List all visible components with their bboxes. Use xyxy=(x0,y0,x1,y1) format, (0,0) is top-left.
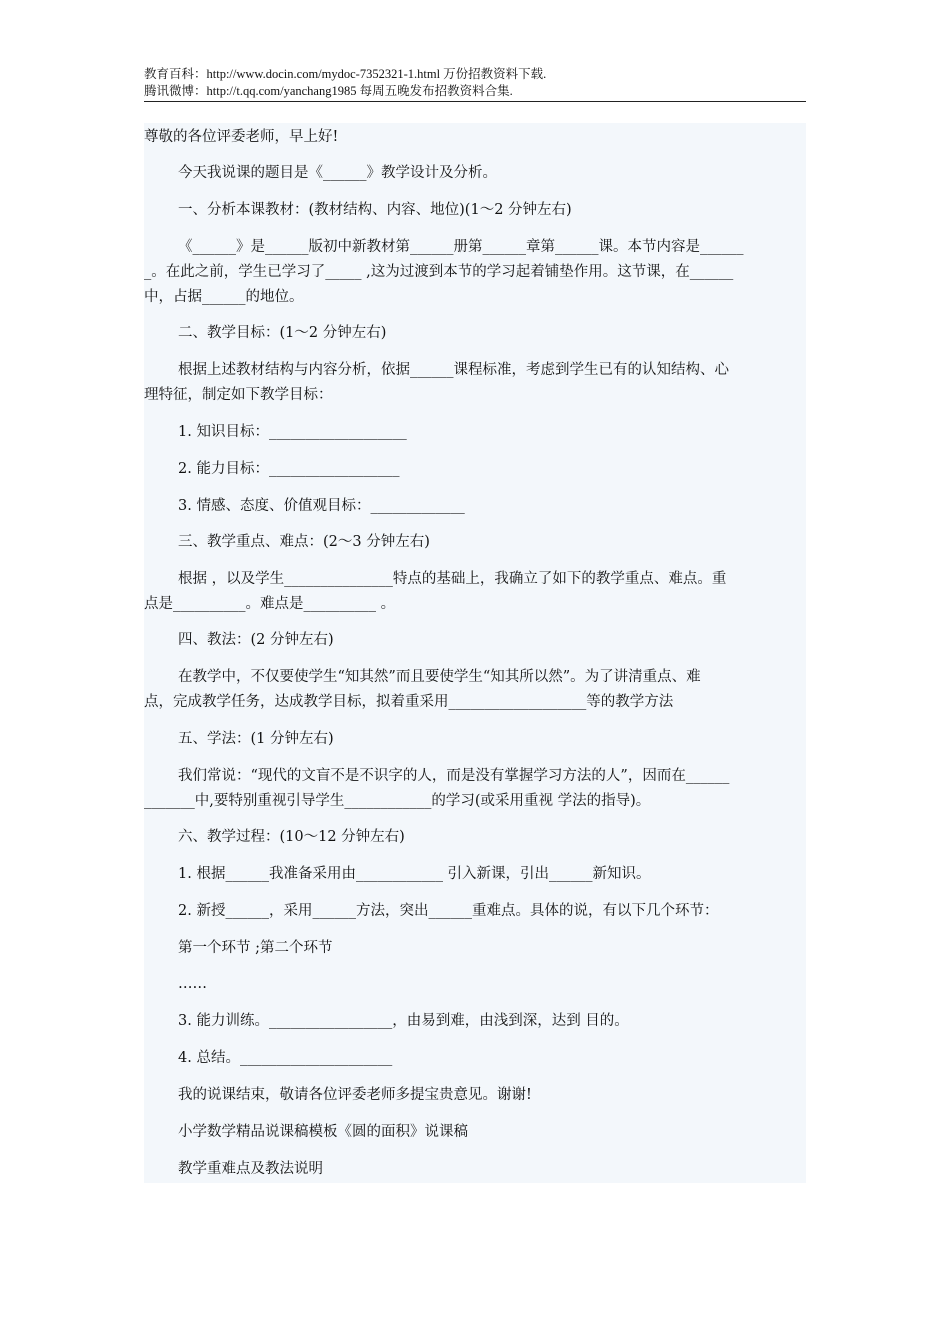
process-step-2: 2. 新授______，采用______方法，突出______重难点。具体的说，有以下几个环节： xyxy=(178,903,719,919)
section-1-text-line-1: 《______》是______版初中新教材第______册第______章第______课。本节内容是______ xyxy=(178,239,744,255)
goal-ability: 2. 能力目标：__________________ xyxy=(178,461,400,477)
topic-line: 今天我说课的题目是《______》教学设计及分析。 xyxy=(178,165,497,181)
section-1-text-line-2: _。在此之前，学生已学习了_____ ,这为过渡到本节的学习起着铺垫作用。这节课，在______ xyxy=(144,264,734,280)
section-1-text-line-3: 中，占据______的地位。 xyxy=(144,289,304,305)
section-4-text-line-2: 点，完成教学任务，达成教学目标，拟着重采用___________________等的教学方法 xyxy=(144,694,674,710)
section-3-text-line-2: 点是__________。难点是__________ 。 xyxy=(144,596,396,612)
section-2-title: 二、教学目标：(1～2 分钟左右) xyxy=(178,325,387,341)
section-2-text-line-2: 理特征，制定如下教学目标： xyxy=(144,387,333,403)
process-ellipsis: …… xyxy=(178,976,207,992)
section-4-text-line-1: 在教学中，不仅要使学生“知其然”而且要使学生“知其所以然”。为了讲清重点、难 xyxy=(178,669,701,685)
next-document-subtitle: 教学重难点及教法说明 xyxy=(178,1161,323,1177)
section-4-title: 四、教法：(2 分钟左右) xyxy=(178,632,334,648)
section-3-title: 三、教学重点、难点：(2～3 分钟左右) xyxy=(178,534,430,550)
next-document-title: 小学数学精品说课稿模板《圆的面积》说课稿 xyxy=(178,1124,468,1140)
section-5-title: 五、学法：(1 分钟左右) xyxy=(178,731,334,747)
section-2-text-line-1: 根据上述教材结构与内容分析，依据______课程标准，考虑到学生已有的认知结构、心 xyxy=(178,362,729,378)
section-1-title: 一、分析本课教材：(教材结构、内容、地位)(1～2 分钟左右) xyxy=(178,202,572,218)
section-5-text-line-1: 我们常说：“现代的文盲不是不识字的人，而是没有掌握学习方法的人”，因而在______ xyxy=(178,768,730,784)
goal-knowledge: 1. 知识目标：___________________ xyxy=(178,424,407,440)
header-divider xyxy=(144,101,806,102)
document-body xyxy=(144,123,806,1183)
process-step-3: 3. 能力训练。_________________，由易到难，由浅到深，达到 目的。 xyxy=(178,1013,629,1029)
process-step-2-links: 第一个环节 ;第二个环节 xyxy=(178,940,333,956)
section-6-title: 六、教学过程：(10～12 分钟左右) xyxy=(178,829,405,845)
closing-remark: 我的说课结束，敬请各位评委老师多提宝贵意见。谢谢! xyxy=(178,1087,532,1103)
header-line-weibo: 腾讯微博：http://t.qq.com/yanchang1985 每周五晚发布招教资料合集. xyxy=(144,84,513,98)
process-step-4: 4. 总结。_____________________ xyxy=(178,1050,393,1066)
section-3-text-line-1: 根据 ，以及学生_______________特点的基础上，我确立了如下的教学重点、难点。重 xyxy=(178,571,727,587)
header-line-encyclopedia: 教育百科：http://www.docin.com/mydoc-7352321-1.html 万份招教资料下载. xyxy=(144,67,547,81)
page-header xyxy=(144,66,806,100)
process-step-1: 1. 根据______我准备采用由____________ 引入新课，引出______新知识。 xyxy=(178,866,651,882)
greeting: 尊敬的各位评委老师，早上好! xyxy=(144,129,339,145)
section-5-text-line-2: _______中,要特别重视引导学生____________的学习(或采用重视 学法的指导)。 xyxy=(144,793,651,809)
goal-emotion: 3. 情感、态度、价值观目标：_____________ xyxy=(178,498,465,514)
